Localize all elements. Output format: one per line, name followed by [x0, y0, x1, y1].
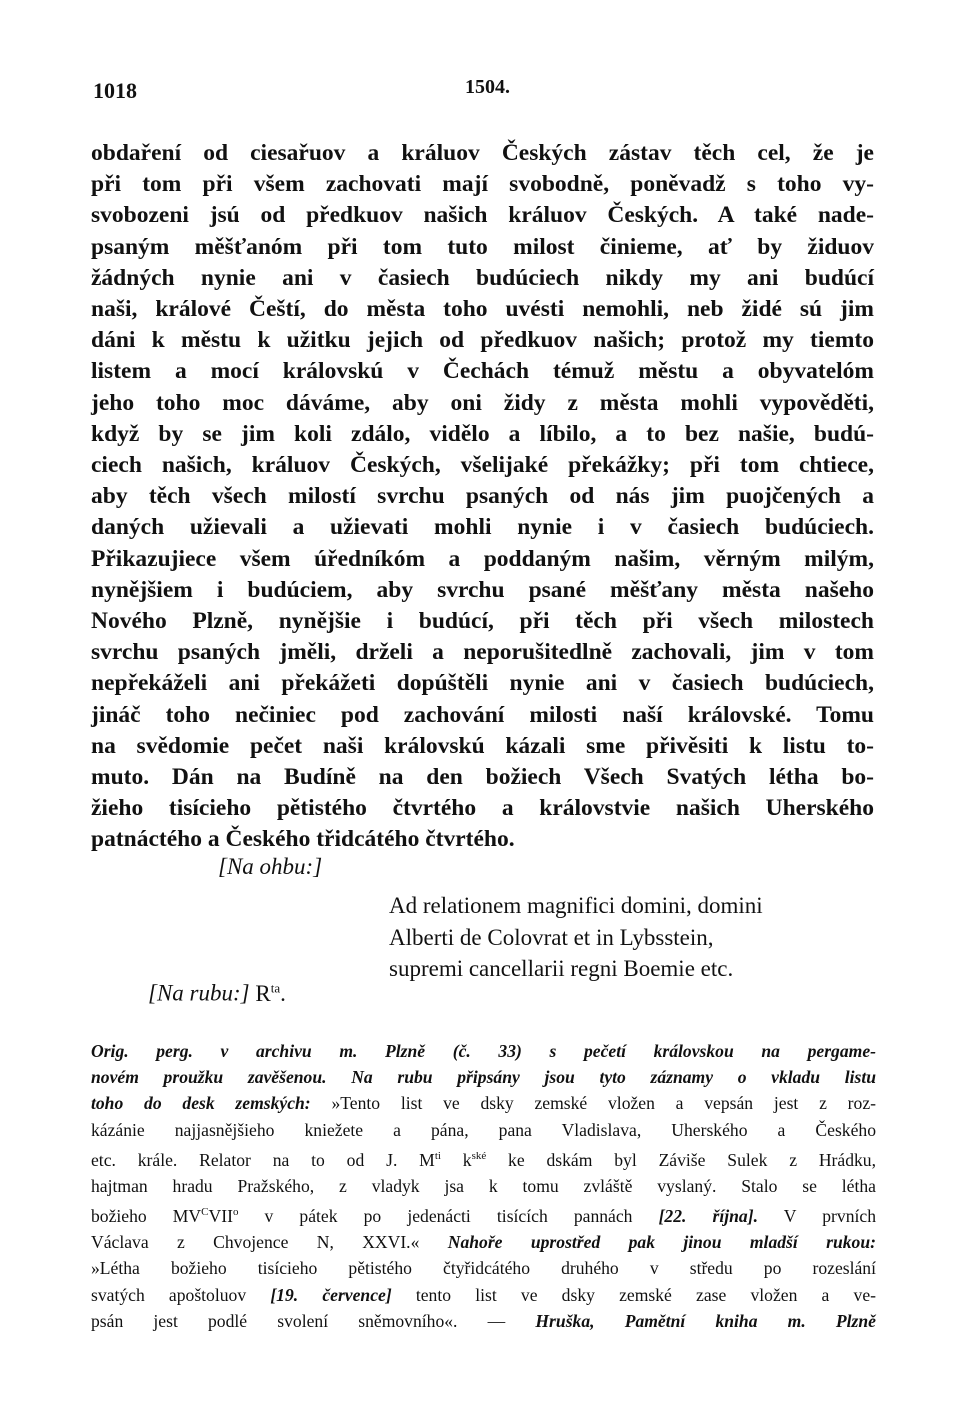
- note-superscript: ské: [471, 1149, 487, 1162]
- note-segment: Václava z Chvojence N, XXVI.«: [91, 1232, 420, 1253]
- note-segment: hajtman hradu Pražského, z vladyk jsa k tomu zvláště vyslaný. Stalo se létha: [91, 1175, 876, 1196]
- text-line: žádných nynie ani v časiech budúciech nikdy my ani budúcí: [91, 264, 874, 291]
- note-italic: toho do desk zemských:: [91, 1093, 311, 1114]
- note-segment: psán jest podlé svolení sněmovního«. —: [91, 1310, 536, 1331]
- note-italic: novém proužku zavěšenou. Na rubu připsány jsou tyto záznamy o vkladu listu: [91, 1067, 876, 1088]
- note-superscript: C: [201, 1206, 209, 1219]
- text-line: jeho toho moc dáváme, aby oni židy z města mohli vypověděti,: [91, 389, 874, 416]
- note-line: [91, 1090, 876, 1116]
- text-line: Nového Plzně, nynějšie i budúcí, při těch při všech milostech: [91, 608, 874, 635]
- text-line: nynějšiem i budúciem, aby svrchu psané měšťany města našeho: [91, 576, 874, 603]
- text-line: nepřekáželi ani překážeti dopúštěli nynie ani v časiech budúciech,: [91, 670, 874, 697]
- note-line: [91, 1229, 876, 1255]
- text-line: obdaření od ciesařuov a králuov Českých zástav těch cel, že je: [91, 140, 874, 166]
- note-italic: Hruška, Pamětní kniha m. Plzně: [535, 1310, 876, 1331]
- text-line: při tom při všem zachovati mají svobodně, poněvadž s toho vy-: [91, 171, 874, 198]
- text-line: listem a mocí královskú v Čechách témuž městu a obyvatelóm: [91, 358, 874, 385]
- note-segment: kázánie najjasnějšieho kniežete a pána, pana Vladislava, Uherského a Českého: [91, 1119, 876, 1140]
- document-year: 1504.: [465, 76, 510, 98]
- text-line: naši, králové Čeští, do města toho uvésti nemohli, neb židé sú jim: [91, 296, 874, 323]
- note-italic: [22. října].: [658, 1205, 758, 1226]
- note-line: [91, 1064, 876, 1090]
- text-line: Přikazujiece všem úředníkóm a poddaným našim, věrným milým,: [91, 545, 874, 572]
- text-line: svobozeni jsú od předkuov našich králuov Českých. A také nade-: [91, 202, 874, 229]
- text-line: psaným měšťanóm při tom tuto milost činieme, ať by židuov: [91, 233, 874, 260]
- note-segment: tento list ve dsky zemské zase vložen a ve-: [391, 1284, 876, 1305]
- text-line: dáni k městu k užitku jejich od předkuov našich; protož my tiemto: [91, 327, 874, 354]
- note-line: [91, 1117, 876, 1143]
- note-line: [91, 1143, 876, 1173]
- note-superscript: o: [232, 1206, 239, 1219]
- fold-label: [Na ohbu:]: [218, 854, 323, 879]
- note-italic: Nahoře uprostřed pak jinou mladší rukou:: [419, 1232, 876, 1253]
- note-italic: [19. července]: [270, 1284, 392, 1305]
- verso-text: $R^{ta}$.: [255, 980, 286, 1006]
- page-header: [93, 78, 873, 108]
- relation-line: supremi cancellarii regni Boemie etc.: [389, 956, 734, 981]
- note-superscript: ti: [434, 1149, 441, 1162]
- note-segment: k: [440, 1149, 472, 1170]
- verso-note: [148, 980, 286, 1007]
- text-line: na svědomie pečet naši královskú kázali sme přivěsiti k listu to-: [91, 732, 874, 759]
- note-segment: ke dskám byl Záviše Sulek z Hrádku,: [486, 1149, 876, 1170]
- text-line: patnáctého a Českého třidcátého čtvrtého.: [91, 826, 515, 853]
- note-line: [91, 1199, 876, 1229]
- note-segment: »Tento list ve dsky zemské vložen a vepsán jest z roz-: [310, 1093, 876, 1114]
- relation-line: Alberti de Colovrat et in Lybsstein,: [389, 924, 714, 950]
- note-segment: »Létha božieho tisícieho pětistého čtyřidcátého druhého v středu po rozeslání: [91, 1258, 876, 1279]
- note-segment: božieho MV: [91, 1205, 202, 1226]
- note-segment: svatých apoštoluov: [91, 1284, 271, 1305]
- note-italic: Orig. perg. v archivu m. Plzně (č. 33) s pečetí královskou na pergame-: [91, 1041, 876, 1061]
- text-line: muto. Dán na Budíně na den božiech Všech Svatých létha bo-: [91, 764, 874, 791]
- archival-note: [91, 1038, 876, 1334]
- text-line: ciech našich, králuov Českých, všelijaké překážky; při tom chtiece,: [91, 452, 874, 479]
- note-segment: etc. krále. Relator na to od J. M: [91, 1149, 435, 1170]
- note-line: [91, 1255, 876, 1281]
- text-line: aby těch všech milostí svrchu psaných od nás jim puojčených a: [91, 483, 874, 510]
- page-number: 1018: [93, 78, 137, 103]
- relation-note: [389, 890, 875, 985]
- relation-line: Ad relationem magnifici domini, domini: [389, 893, 763, 918]
- note-line: [91, 1282, 876, 1308]
- text-line: daných užievali a užievati mohli nynie i v časiech budúciech.: [91, 514, 874, 541]
- text-line: jináč toho nečiniec pod zachování milosti naší královské. Tomu: [91, 701, 874, 728]
- note-line: [91, 1038, 876, 1064]
- text-line: když by se jim koli zdálo, vidělo a líbilo, a to bez našie, budú-: [91, 420, 874, 447]
- verso-label: [Na rubu:]: [148, 980, 250, 1006]
- text-line: svrchu psaných jměli, drželi a neporušitedlně zachovali, jim v tom: [91, 639, 874, 666]
- note-segment: v pátek po jedenácti tisících pannách: [238, 1205, 659, 1226]
- text-line: žieho tisícieho pětistého čtvrtého a královstvie našich Uherského: [91, 795, 874, 822]
- note-line: [91, 1308, 876, 1334]
- note-segment: VII: [208, 1205, 233, 1226]
- note-segment: V prvních: [757, 1205, 876, 1226]
- charter-text: [91, 138, 874, 856]
- note-line: [91, 1173, 876, 1199]
